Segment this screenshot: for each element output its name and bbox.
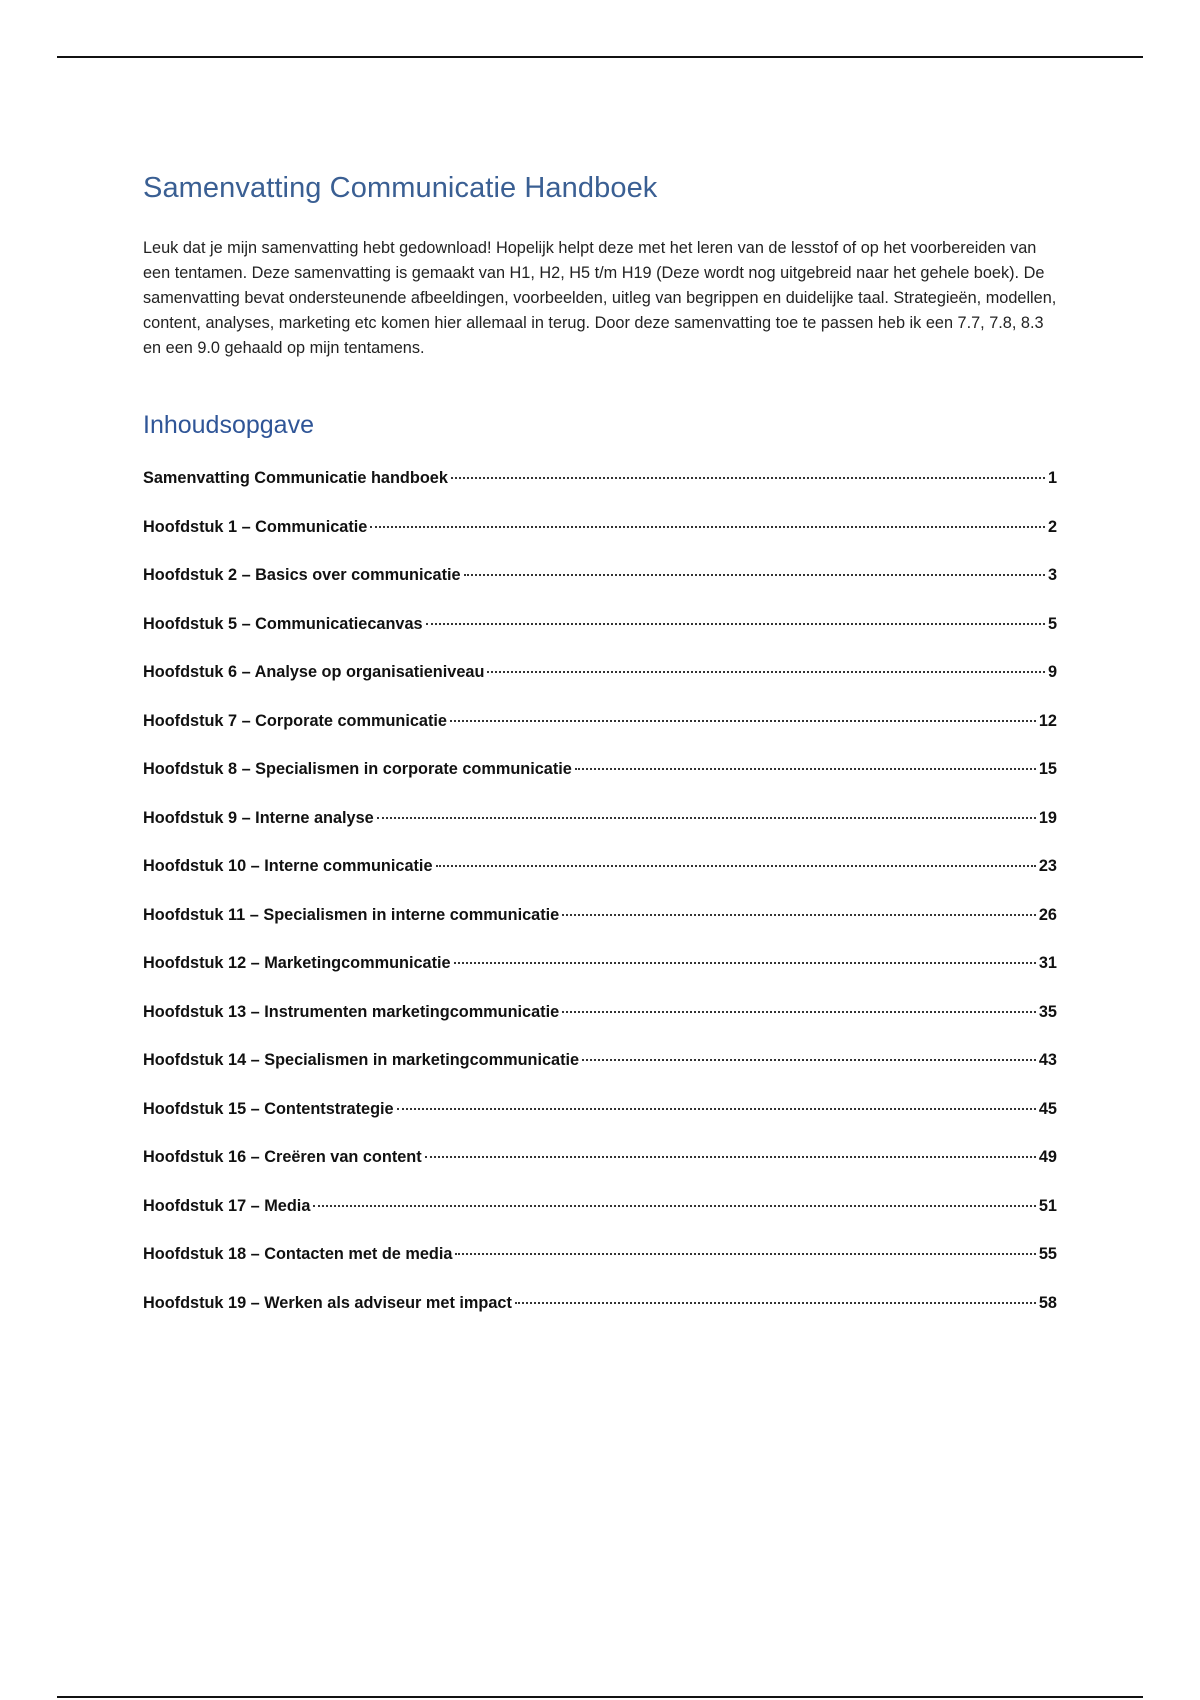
toc-entry-page: 26 [1038,905,1057,924]
toc-entry-page: 2 [1047,517,1057,536]
dot-leader [426,623,1045,625]
toc-entry-page: 55 [1038,1245,1057,1263]
toc-entry-label: Hoofdstuk 14 – Specialismen in marketingcommunicatie [143,1051,580,1069]
toc-entry-label: Samenvatting Communicatie handboek [143,469,448,487]
toc-entry-label: Hoofdstuk 5 – Communicatiecanvas [143,614,423,633]
toc-heading: Inhoudsopgave [143,411,314,439]
toc-entry-page: 9 [1047,663,1057,681]
toc-entry[interactable] [143,518,1057,567]
toc-entry[interactable] [143,615,1057,664]
toc-entry[interactable] [143,566,1057,615]
toc-entry-label: Hoofdstuk 16 – Creëren van content [143,1148,422,1166]
intro-paragraph: Leuk dat je mijn samenvatting hebt gedownload! Hopelijk helpt deze met het leren van de lesstof of op het voorbereiden van een tentamen. Deze samenvatting is gemaakt van H1, H2, H5 t/m H19 (Deze wordt nog uitgebreid naar het gehele boek). De samenvatting bevat ondersteunende afbeeldingen, voorbeelden, uitleg van begrippen en duidelijke taal. Strategieën, modellen, content, analyses, marketing etc komen hier allemaal in terug. Door deze samenvatting toe te passen heb ik een 7.7, 7.8, 8.3 en een 9.0 gehaald op mijn tentamens. [143,239,1057,357]
toc-entry[interactable] [143,906,1057,955]
toc-entry-label: Hoofdstuk 8 – Specialismen in corporate communicatie [143,760,572,778]
dot-leader [455,1253,1035,1255]
toc-entry-label: Hoofdstuk 18 – Contacten met de media [143,1245,453,1263]
toc-entry-label: Hoofdstuk 12 – Marketingcommunicatie [143,954,451,972]
toc-entry-page: 23 [1038,857,1057,875]
toc-entry-page: 5 [1047,614,1057,633]
toc-entry[interactable] [143,1245,1057,1294]
toc-entry-page: 1 [1047,469,1057,487]
toc-entry-label: Hoofdstuk 2 – Basics over communicatie [143,566,461,584]
dot-leader [436,865,1036,867]
toc-entry[interactable] [143,809,1057,858]
toc-entry-label: Hoofdstuk 10 – Interne communicatie [143,857,433,875]
dot-leader [377,817,1036,819]
toc-entry[interactable] [143,954,1057,1003]
toc-entry-page: 35 [1038,1002,1057,1021]
table-of-contents [143,469,1057,1342]
dot-leader [425,1156,1036,1158]
toc-entry-page: 3 [1047,566,1057,584]
toc-entry-page: 19 [1038,808,1057,827]
toc-entry-page: 45 [1038,1099,1057,1118]
header-rule [57,56,1143,58]
toc-entry-label: Hoofdstuk 17 – Media [143,1196,311,1215]
toc-entry[interactable] [143,760,1057,809]
toc-entry-page: 49 [1038,1148,1057,1166]
dot-leader [454,962,1036,964]
toc-entry-label: Hoofdstuk 13 – Instrumenten marketingcommunicatie [143,1002,560,1021]
document-title: Samenvatting Communicatie Handboek [143,172,658,204]
footer-rule [57,1696,1143,1698]
toc-entry[interactable] [143,1100,1057,1149]
toc-entry[interactable] [143,663,1057,712]
toc-entry-page: 31 [1038,954,1057,972]
toc-entry-label: Hoofdstuk 6 – Analyse op organisatieniveau [143,663,485,681]
dot-leader [450,720,1036,722]
toc-entry[interactable] [143,469,1057,518]
toc-entry-label: Hoofdstuk 19 – Werken als adviseur met impact [143,1293,512,1312]
toc-entry-label: Hoofdstuk 7 – Corporate communicatie [143,711,447,730]
toc-entry[interactable] [143,1148,1057,1197]
dot-leader [451,477,1045,479]
toc-entry-label: Hoofdstuk 15 – Contentstrategie [143,1099,394,1118]
toc-entry-page: 51 [1038,1196,1057,1215]
toc-entry[interactable] [143,1197,1057,1246]
toc-entry[interactable] [143,1003,1057,1052]
dot-leader [464,574,1045,576]
toc-entry-page: 58 [1038,1293,1057,1312]
toc-entry[interactable] [143,1051,1057,1100]
dot-leader [487,671,1045,673]
toc-entry-label: Hoofdstuk 1 – Communicatie [143,517,368,536]
toc-entry-page: 43 [1038,1051,1057,1069]
dot-leader [370,526,1045,528]
dot-leader [515,1302,1036,1304]
dot-leader [562,1011,1036,1013]
toc-entry-label: Hoofdstuk 9 – Interne analyse [143,808,374,827]
toc-entry[interactable] [143,857,1057,906]
toc-entry-page: 15 [1038,760,1057,778]
toc-entry-label: Hoofdstuk 11 – Specialismen in interne communicatie [143,905,560,924]
toc-entry-page: 12 [1038,711,1057,730]
toc-entry[interactable] [143,1294,1057,1343]
dot-leader [397,1108,1036,1110]
toc-entry[interactable] [143,712,1057,761]
dot-leader [582,1059,1036,1061]
dot-leader [575,768,1036,770]
dot-leader [313,1205,1036,1207]
page-content [143,166,1057,1342]
dot-leader [562,914,1036,916]
